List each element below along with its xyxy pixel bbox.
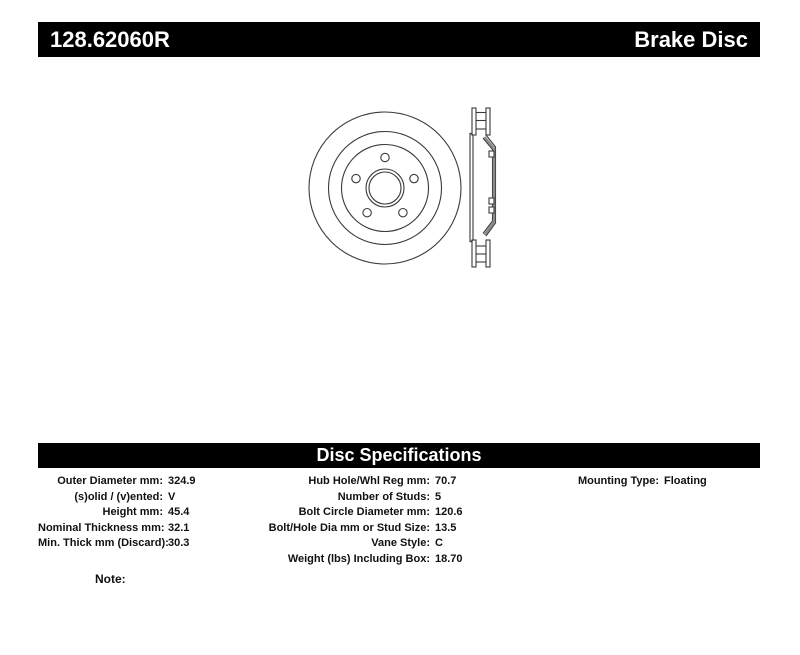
spec-label: Nominal Thickness mm: (38, 521, 165, 534)
spec-column-right (560, 474, 707, 490)
spec-label: Vane Style: (371, 537, 430, 549)
spec-section-header (38, 443, 760, 468)
spec-section-title: Disc Specifications (316, 445, 482, 465)
part-number: 128.62060R (50, 26, 170, 52)
spec-value: 32.1 (168, 521, 190, 534)
spec-column-middle (240, 474, 463, 567)
spec-value: 45.4 (168, 506, 190, 518)
spec-value: V (168, 490, 176, 503)
spec-value: 70.7 (435, 475, 457, 487)
spec-value: 18.70 (435, 552, 463, 565)
spec-value: Floating (664, 475, 707, 487)
spec-value: 324.9 (168, 475, 196, 487)
brake-disc-drawing (300, 95, 510, 280)
spec-label: Bolt/Hole Dia mm or Stud Size: (268, 521, 430, 534)
spec-value: 30.3 (168, 537, 190, 549)
spec-column-left (38, 474, 196, 552)
header-bar (38, 22, 760, 57)
spec-label: Weight (lbs) Including Box: (287, 552, 430, 565)
product-title: Brake Disc (634, 26, 748, 52)
spec-value: C (435, 537, 443, 549)
spec-label: Bolt Circle Diameter mm: (298, 506, 430, 518)
spec-label: Number of Studs: (337, 490, 430, 503)
spec-label: Outer Diameter mm: (57, 475, 163, 487)
brake-disc-front-view-drawing (309, 112, 461, 264)
spec-label: Mounting Type: (577, 475, 659, 487)
spec-label: Hub Hole/Whl Reg mm: (308, 475, 430, 487)
note-label: Note: (95, 572, 126, 586)
spec-label: Min. Thick mm (Discard): (38, 537, 169, 549)
brake-disc-side-view-drawing (470, 108, 496, 267)
spec-value: 120.6 (435, 506, 463, 518)
spec-label: Height mm: (102, 506, 163, 518)
spec-value: 5 (435, 490, 442, 503)
spec-value: 13.5 (435, 521, 457, 534)
spec-label: (s)olid / (v)ented: (74, 490, 163, 503)
